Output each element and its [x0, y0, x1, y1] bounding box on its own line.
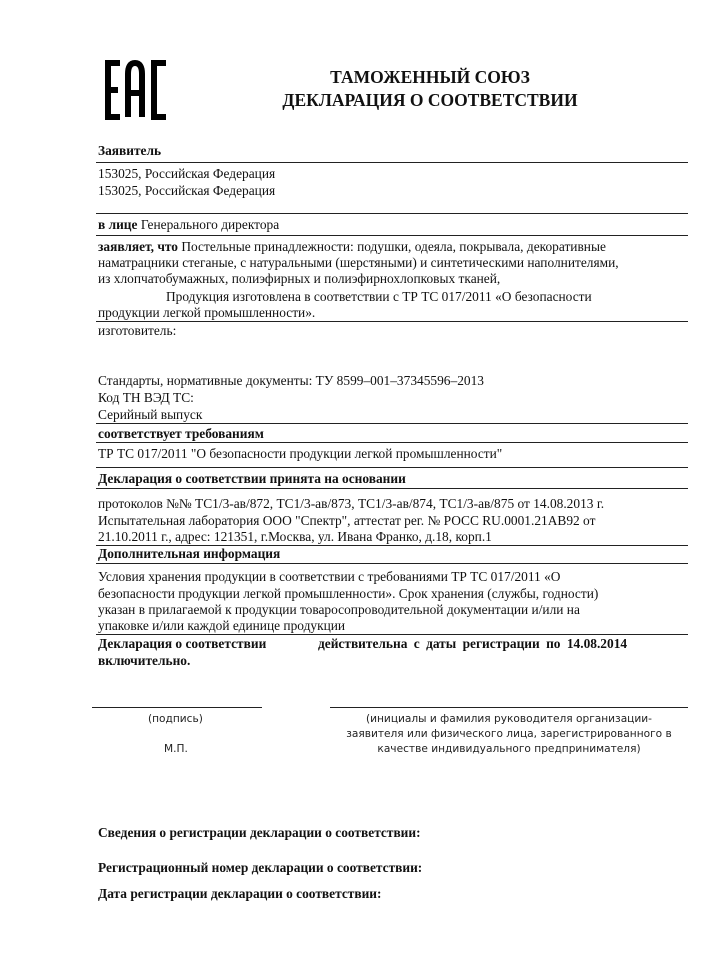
manufacturer-label: изготовитель: [98, 323, 177, 338]
divider [96, 634, 688, 635]
declares-label: заявляет, что [98, 239, 178, 254]
signature-line [92, 707, 262, 708]
divider [96, 488, 688, 489]
validity-line-1b: действительна с даты регистрации по 14.08.2014 [318, 636, 628, 651]
registration-info: Сведения о регистрации декларации о соответствии: [98, 825, 421, 840]
additional-line-4: упаковке и/или каждой единице продукции [98, 618, 346, 633]
applicant-address-1: 153025, Российская Федерация [98, 166, 276, 181]
hs-code-line: Код ТН ВЭД ТС: [98, 390, 194, 405]
divider [96, 235, 688, 236]
stamp-caption: М.П. [164, 743, 188, 755]
name-line [330, 707, 688, 708]
basis-line-2: Испытательная лаборатория ООО "Спектр", аттестат рег. № РОСС RU.0001.21АВ92 от [98, 513, 596, 528]
divider [96, 423, 688, 424]
declares-line-3: из хлопчатобумажных, полиэфирных и полиэфирнохлопковых тканей, [98, 271, 501, 286]
basis-line-3: 21.10.2011 г., адрес: 121351, г.Москва, ул. Ивана Франко, д.18, корп.1 [98, 529, 492, 544]
additional-label: Дополнительная информация [98, 546, 281, 561]
divider [96, 442, 688, 443]
validity-line-2: включительно. [98, 653, 191, 668]
eac-logo [104, 60, 170, 120]
registration-date: Дата регистрации декларации о соответствии: [98, 886, 382, 901]
complies-value: ТР ТС 017/2011 "О безопасности продукции легкой промышленности" [98, 446, 503, 461]
validity-line-1a: Декларация о соответствии [98, 636, 267, 651]
declares-text-1: Постельные принадлежности: подушки, одеяла, покрывала, декоративные [178, 239, 606, 254]
title-declaration: ДЕКЛАРАЦИЯ О СООТВЕТСТВИИ [282, 90, 578, 110]
complies-label: соответствует требованиям [98, 426, 264, 441]
name-caption-3: качестве индивидуального предпринимателя) [377, 743, 641, 755]
represented-by [98, 217, 279, 233]
applicant-address-2: 153025, Российская Федерация [98, 183, 276, 198]
basis-label: Декларация о соответствии принята на основании [98, 471, 406, 486]
represented-by-value: Генерального директора [137, 217, 280, 232]
signature-caption: (подпись) [148, 713, 203, 725]
declares-line-4: Продукция изготовлена в соответствии с ТР ТС 017/2011 «О безопасности [166, 289, 592, 304]
divider [96, 467, 688, 468]
name-caption-2: заявителя или физического лица, зарегистрированного в [346, 728, 672, 740]
eac-mark-icon [104, 60, 170, 120]
divider [96, 162, 688, 163]
divider [96, 321, 688, 322]
standards-line: Стандарты, нормативные документы: ТУ 8599–001–37345596–2013 [98, 373, 484, 388]
declares-line-5: продукции легкой промышленности». [98, 305, 316, 320]
additional-line-1: Условия хранения продукции в соответствии с требованиями ТР ТС 017/2011 «О [98, 569, 561, 584]
basis-line-1: протоколов №№ ТС1/3-ав/872, ТС1/3-ав/873, ТС1/3-ав/874, ТС1/3-ав/875 от 14.08.2013 г. [98, 496, 605, 511]
name-caption-1: (инициалы и фамилия руководителя организации- [365, 713, 652, 725]
divider [96, 563, 688, 564]
represented-by-label: в лице [98, 217, 138, 232]
registration-number: Регистрационный номер декларации о соответствии: [98, 860, 423, 875]
divider [96, 213, 688, 214]
additional-line-2: безопасности продукции легкой промышленности». Срок хранения (службы, годности) [98, 586, 599, 601]
declares-line-1 [98, 239, 606, 255]
additional-line-3: указан в прилагаемой к продукции товаросопроводительной документации и/или на [98, 602, 580, 617]
serial-output-line: Серийный выпуск [98, 407, 203, 422]
declares-line-2: наматрацники стеганые, с натуральными (шерстяными) и синтетическими наполнителями, [98, 255, 619, 270]
title-customs-union: ТАМОЖЕННЫЙ СОЮЗ [330, 67, 530, 87]
applicant-label: Заявитель [98, 143, 162, 158]
